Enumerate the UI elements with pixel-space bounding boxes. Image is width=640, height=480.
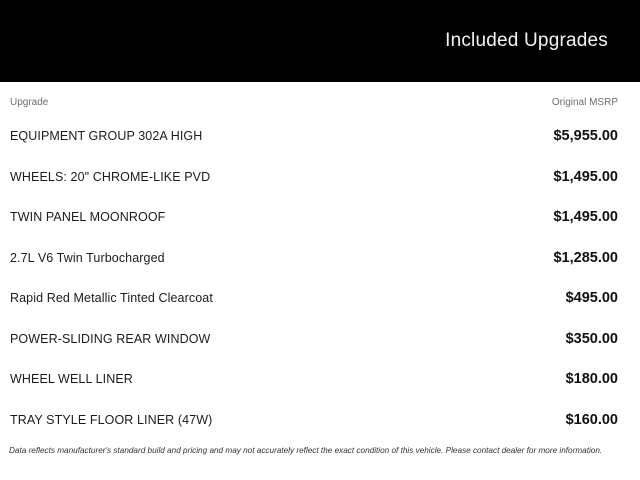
upgrade-name: POWER-SLIDING REAR WINDOW bbox=[10, 331, 211, 346]
upgrade-price: $350.00 bbox=[565, 330, 618, 347]
upgrade-price: $1,285.00 bbox=[553, 249, 618, 266]
table-row bbox=[10, 238, 618, 279]
disclaimer-text: Data reflects manufacturer's standard build and pricing and may not accurately reflect the exact condition of this vehicle. Please contact dealer for more information. bbox=[9, 446, 603, 455]
table-column-headers bbox=[10, 94, 618, 110]
upgrade-name: EQUIPMENT GROUP 302A HIGH bbox=[10, 129, 203, 144]
table-row bbox=[10, 116, 618, 157]
upgrade-price: $1,495.00 bbox=[553, 168, 618, 185]
column-header-original-msrp: Original MSRP bbox=[551, 96, 618, 108]
upgrade-price: $180.00 bbox=[565, 371, 618, 388]
table-row bbox=[10, 197, 618, 238]
panel-footer bbox=[0, 440, 640, 457]
upgrade-name: TWIN PANEL MOONROOF bbox=[10, 210, 166, 225]
upgrade-name: TRAY STYLE FLOOR LINER (47W) bbox=[10, 412, 213, 427]
upgrade-name: 2.7L V6 Twin Turbocharged bbox=[10, 250, 165, 265]
column-header-upgrade: Upgrade bbox=[10, 96, 49, 108]
upgrade-name: Rapid Red Metallic Tinted Clearcoat bbox=[10, 291, 213, 306]
upgrade-price: $5,955.00 bbox=[553, 128, 618, 145]
table-row bbox=[10, 278, 618, 319]
table-row bbox=[10, 157, 618, 198]
upgrade-name: WHEEL WELL LINER bbox=[10, 372, 133, 387]
table-row bbox=[10, 319, 618, 360]
upgrade-price: $495.00 bbox=[565, 290, 618, 307]
panel-header bbox=[0, 0, 640, 82]
table-row bbox=[10, 359, 618, 400]
upgrades-list bbox=[10, 116, 618, 440]
upgrade-price: $1,495.00 bbox=[553, 209, 618, 226]
upgrade-price: $160.00 bbox=[565, 411, 618, 428]
upgrades-table bbox=[0, 82, 640, 440]
upgrade-name: WHEELS: 20" CHROME-LIKE PVD bbox=[10, 169, 211, 184]
panel-title: Included Upgrades bbox=[445, 30, 608, 51]
table-row bbox=[10, 400, 618, 441]
